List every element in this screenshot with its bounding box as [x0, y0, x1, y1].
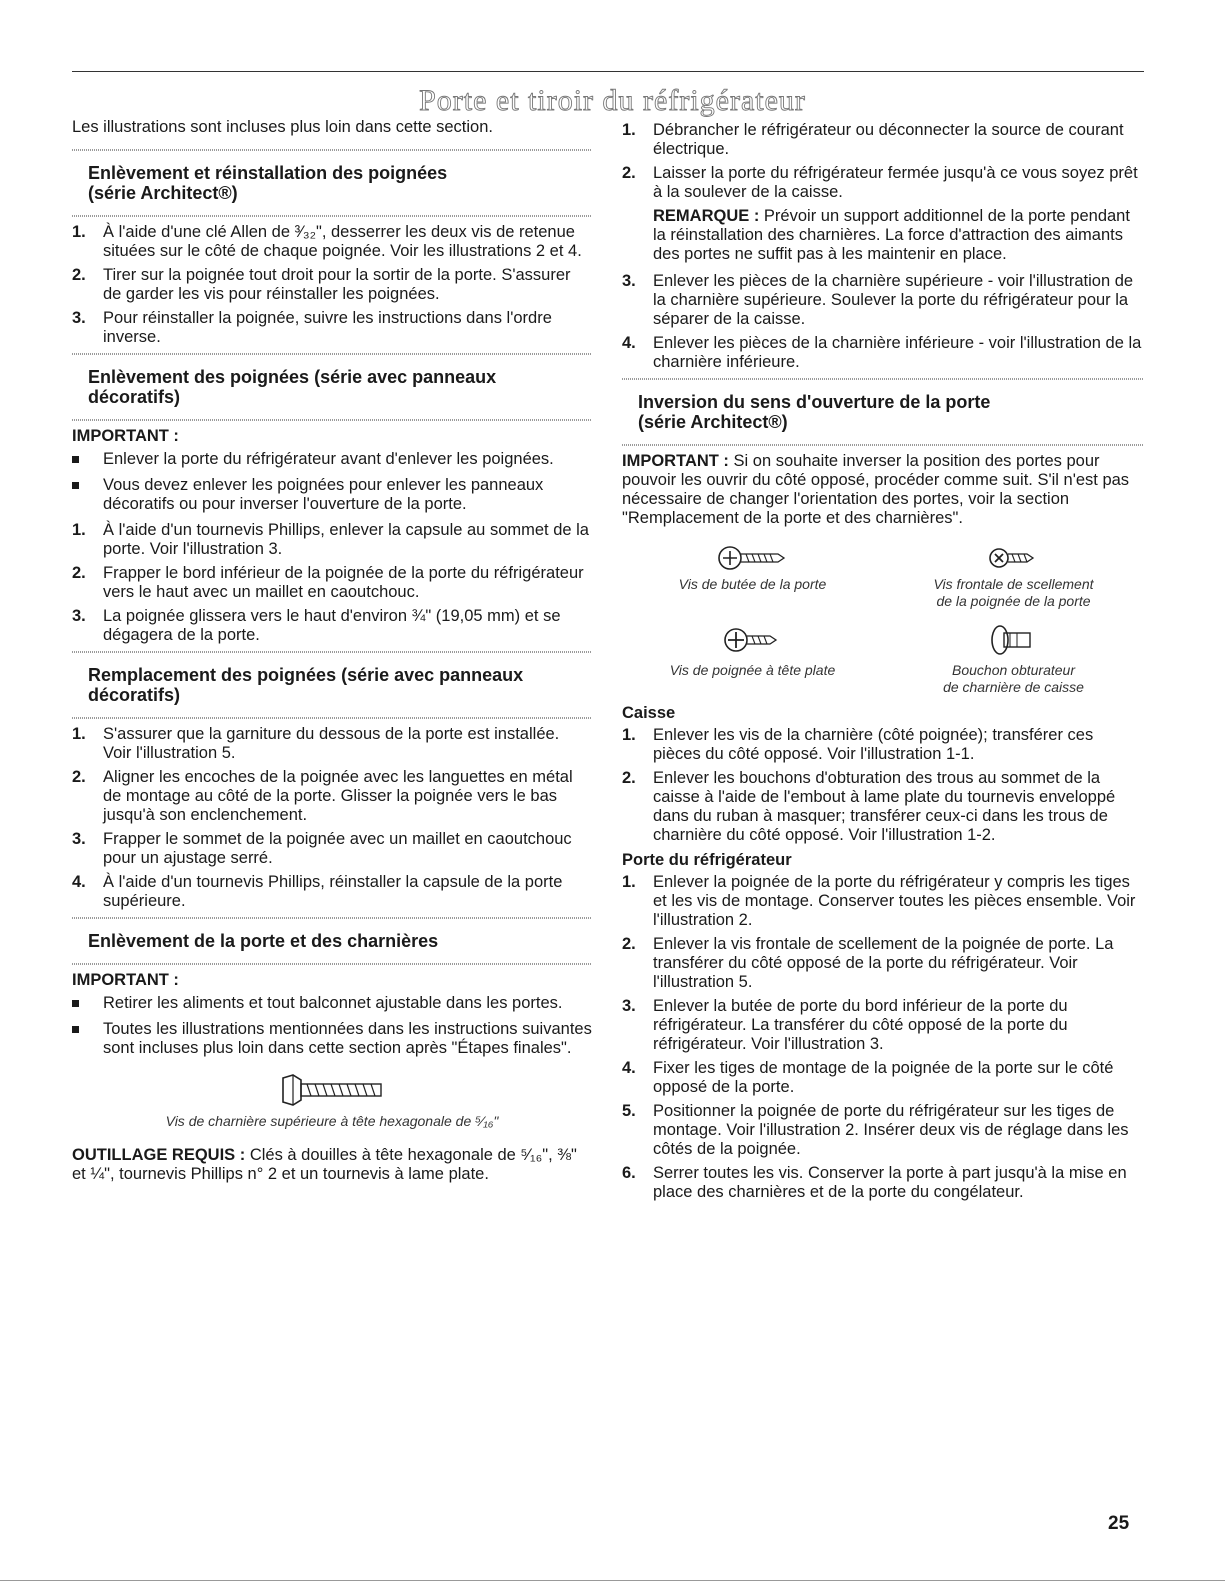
list-item: 3. La poignée glissera vers le haut d'environ ¾" (19,05 mm) et se dégagera de la porte. — [72, 607, 561, 644]
steps-list — [72, 223, 592, 347]
door-stop-screw-icon — [708, 544, 798, 572]
list-item: 2. Enlever les bouchons d'obturation des trous au sommet de la caisse à l'aide de l'embout à lame plate du tournevis enveloppé dans du ruban à masquer; transférer ceux-ci dans les trous de charnière du côté opposé. Voir l'illustration 1-2. — [622, 769, 1116, 844]
list-item: 3. Pour réinstaller la poignée, suivre les instructions dans l'ordre inverse. — [72, 309, 552, 346]
section-rule — [622, 378, 1144, 380]
steps-list — [622, 272, 1144, 372]
section-rule — [72, 419, 592, 421]
top-rule — [72, 71, 1144, 72]
tools-required: OUTILLAGE REQUIS : Clés à douilles à tête hexagonale de ⁵⁄₁₆", ⅜" et ¼", tournevis Phillips n° 2 et un tournevis à lame plate. — [72, 1146, 577, 1183]
list-item: 1. Enlever la poignée de la porte du réfrigérateur y compris les tiges et les vis de montage. Conserver toutes les pièces ensemble. Voir l'illustration 2. — [622, 873, 1136, 929]
section-rule — [72, 149, 592, 151]
bullet-icon — [72, 456, 79, 463]
steps-list — [622, 873, 1144, 1202]
flat-head-screw-icon — [718, 622, 788, 658]
caisse-label: Caisse — [622, 704, 676, 722]
right-column — [622, 118, 1144, 1207]
important-label: IMPORTANT : — [72, 971, 179, 989]
list-item: 2. Laisser la porte du réfrigérateur fermée jusqu'à ce vous soyez prêt à la soulever de la caisse. — [622, 164, 1138, 201]
section-rule — [72, 963, 592, 965]
list-item: 4. Fixer les tiges de montage de la poignée de la porte sur le côté opposé de la porte. — [622, 1059, 1114, 1096]
hinge-plug: Bouchon obturateur de charnière de caisse — [883, 622, 1144, 696]
list-item: 1. Débrancher le réfrigérateur ou déconnecter la source de courant électrique. — [622, 121, 1124, 158]
page-title: Porte et tiroir du réfrigérateur — [419, 84, 806, 117]
list-item: 4. À l'aide d'un tournevis Phillips, réinstaller la capsule de la porte supérieure. — [72, 873, 563, 910]
section-rule — [72, 651, 592, 653]
steps-list — [622, 121, 1144, 202]
important-paragraph: IMPORTANT : Si on souhaite inverser la position des portes pour pouvoir les ouvrir du côté opposé, procéder comme suit. S'il n'est pas nécessaire de changer l'orientation des portes, voir la section "Remplacement de la porte et des charnières". — [622, 452, 1130, 527]
page-number: 25 — [1108, 1513, 1130, 1534]
list-item: Retirer les aliments et tout balconnet ajustable dans les portes. — [72, 994, 592, 1013]
intro-text: Les illustrations sont incluses plus loin dans cette section. — [72, 118, 493, 136]
hinge-plug-icon — [984, 622, 1044, 658]
list-item: 2. Tirer sur la poignée tout droit pour la sortir de la porte. S'assurer de garder les vis pour réinstaller les poignées. — [72, 266, 571, 303]
door-stop-screw: Vis de butée de la porte — [622, 544, 883, 610]
section-rule — [72, 717, 592, 719]
section-heading-door-removal: Enlèvement de la porte et des charnières — [88, 931, 439, 951]
steps-list — [622, 726, 1144, 845]
front-seal-screw-icon — [979, 544, 1049, 572]
screw-figures — [622, 544, 1144, 696]
door-label: Porte du réfrigérateur — [622, 851, 792, 869]
hex-screw-figure — [72, 1072, 592, 1130]
bullet-list — [72, 450, 592, 514]
steps-list — [72, 521, 592, 645]
flat-head-screw: Vis de poignée à tête plate — [622, 622, 883, 696]
hex-head-screw-icon — [277, 1072, 387, 1108]
important-label: IMPORTANT : — [72, 427, 179, 445]
list-item: Toutes les illustrations mentionnées dans les instructions suivantes sont incluses plus loin dans cette section après "Étapes finales". — [72, 1020, 592, 1058]
list-item: 2. Aligner les encoches de la poignée avec les languettes en métal de montage au côté de la porte. Glisser la poignée vers le bas jusqu'à son enclenchement. — [72, 768, 573, 824]
section-rule — [622, 444, 1144, 446]
list-item: Enlever la porte du réfrigérateur avant d'enlever les poignées. — [72, 450, 592, 469]
list-item: 2. Frapper le bord inférieur de la poignée de la porte du réfrigérateur vers le haut avec un maillet en caoutchouc. — [72, 564, 584, 601]
list-item: 1. À l'aide d'une clé Allen de ³⁄₃₂", desserrer les deux vis de retenue situées sur le côté de chaque poignée. Voir les illustrations 2 et 4. — [72, 223, 582, 260]
bullet-icon — [72, 482, 79, 489]
steps-list — [72, 725, 592, 911]
list-item: 3. Frapper le sommet de la poignée avec un maillet en caoutchouc pour un ajustage serré. — [72, 830, 572, 867]
section-heading-handle-replacement: Remplacement des poignées (série avec panneaux décoratifs) — [88, 665, 524, 705]
list-item: 4. Enlever les pièces de la charnière inférieure - voir l'illustration de la charnière inférieure. — [622, 334, 1142, 371]
section-rule — [72, 353, 592, 355]
list-item: 3. Enlever la butée de porte du bord inférieur de la porte du réfrigérateur. La transférer du côté opposé de la porte du réfrigérateur. Voir l'illustration 3. — [622, 997, 1068, 1053]
front-seal-screw: Vis frontale de scellement de la poignée de la porte — [883, 544, 1144, 610]
bullet-list — [72, 994, 592, 1058]
list-item: Vous devez enlever les poignées pour enlever les panneaux décoratifs ou pour inverser l'ouverture de la porte. — [72, 476, 592, 514]
list-item: 5. Positionner la poignée de porte du réfrigérateur sur les tiges de montage. Voir l'illustration 2. Insérer deux vis de réglage dans les côtés de la poignée. — [622, 1102, 1129, 1158]
list-item: 3. Enlever les pièces de la charnière supérieure - voir l'illustration de la charnière supérieure. Soulever la porte du réfrigérateur pour la séparer de la caisse. — [622, 272, 1134, 328]
hex-screw-caption: Vis de charnière supérieure à tête hexagonale de ⁵⁄₁₆" — [165, 1113, 499, 1129]
bottom-rule — [0, 1580, 1225, 1581]
list-item: 1. Enlever les vis de la charnière (côté poignée); transférer ces pièces du côté opposé. Voir l'illustration 1-1. — [622, 726, 1094, 763]
list-item: 2. Enlever la vis frontale de scellement de la poignée de porte. La transférer du côté opposé de la porte du réfrigérateur. Voir l'illustration 5. — [622, 935, 1114, 991]
bullet-icon — [72, 1026, 79, 1033]
section-heading-handle-removal-architect: Enlèvement et réinstallation des poignées (série Architect®) — [88, 163, 448, 203]
section-rule — [72, 917, 592, 919]
section-heading-door-reversal: Inversion du sens d'ouverture de la porte (série Architect®) — [638, 392, 991, 432]
bullet-icon — [72, 1000, 79, 1007]
section-rule — [72, 215, 592, 217]
list-item: 6. Serrer toutes les vis. Conserver la porte à part jusqu'à la mise en place des charnières et de la porte du congélateur. — [622, 1164, 1127, 1201]
list-item: 1. S'assurer que la garniture du dessous de la porte est installée. Voir l'illustration 5. — [72, 725, 560, 762]
left-column — [72, 118, 592, 1184]
list-item: 1. À l'aide d'un tournevis Phillips, enlever la capsule au sommet de la porte. Voir l'illustration 3. — [72, 521, 589, 558]
section-heading-handle-removal-panels: Enlèvement des poignées (série avec panneaux décoratifs) — [88, 367, 497, 407]
remark-note: REMARQUE : Prévoir un support additionnel de la porte pendant la réinstallation des charnières. La force d'attraction des aimants des portes ne suffit pas à les maintenir en place. — [653, 207, 1130, 263]
